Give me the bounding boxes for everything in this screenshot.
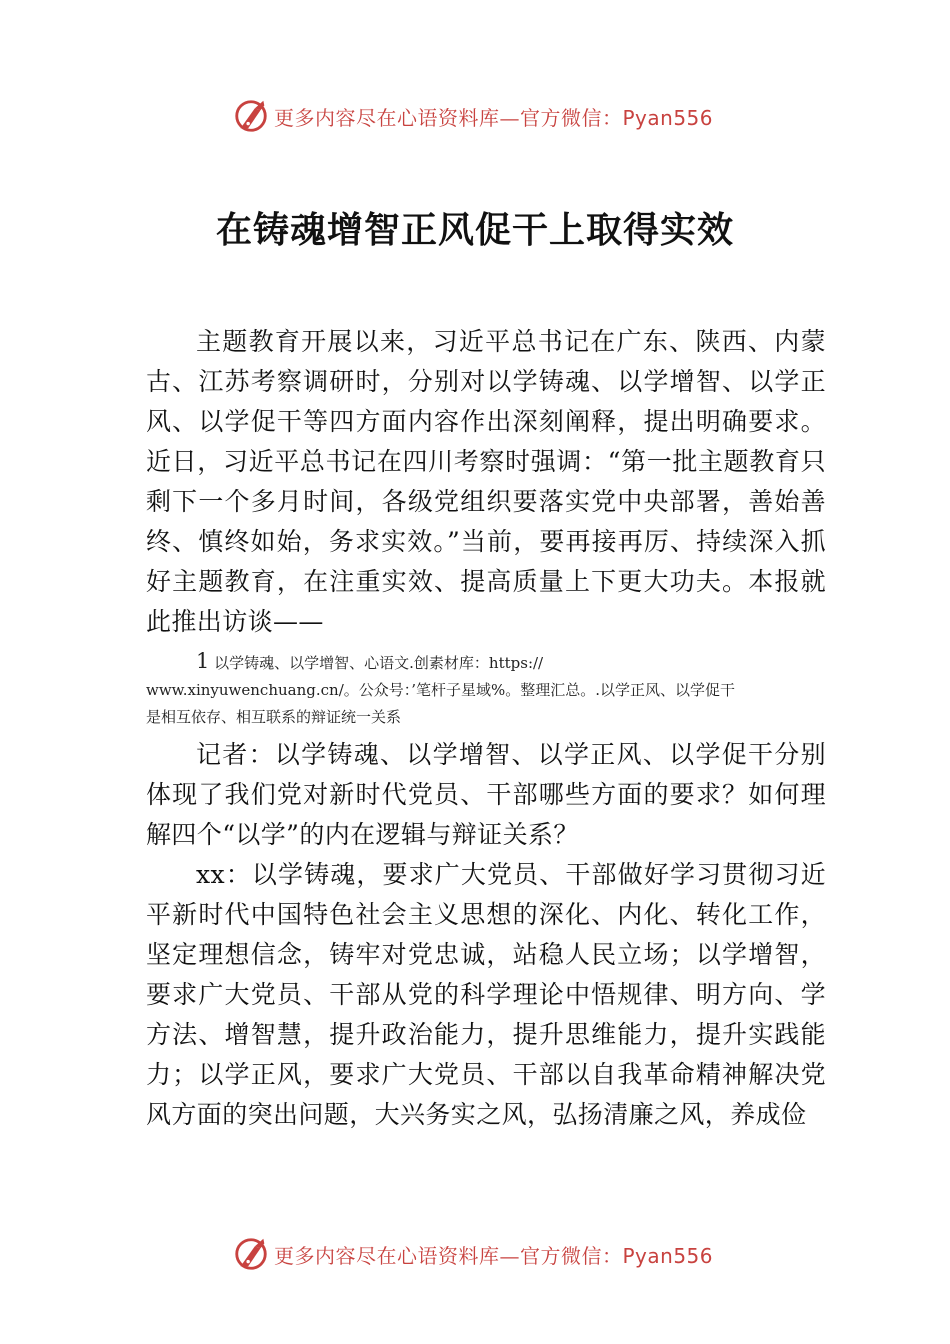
watermark-wechat-id: Pyan556	[622, 105, 714, 130]
watermark-banner-bottom	[0, 1232, 950, 1276]
watermark-wechat-id: Pyan556	[622, 1243, 714, 1268]
section-heading	[146, 648, 826, 731]
section-number: 1	[196, 649, 210, 673]
section-line-3: 是相互依存、相互联系的辩证统一关系	[146, 708, 402, 726]
section-line-1: 以学铸魂、以学增智、心语文.创素材库：https://	[214, 654, 544, 672]
pen-nib-icon	[232, 97, 270, 135]
watermark-text: 更多内容尽在心语资料库—官方微信：	[274, 1243, 623, 1268]
intro-paragraph: 主题教育开展以来，习近平总书记在广东、陕西、内蒙古、江苏考察调研时，分别对以学铸魂、以学增智、以学正风、以学促干等四方面内容作出深刻阐释，提出明确要求。近日，习近平总书记在四川考察时强调：“第一批主题教育只剩下一个多月时间，各级党组织要落实党中央部署，善始善终、慎终如始，务求实效。”当前，要再接再厉、持续深入抓好主题教育，在注重实效、提高质量上下更大功夫。本报就此推出访谈——	[146, 327, 826, 636]
pen-nib-icon	[232, 1235, 270, 1273]
watermark-banner-top	[0, 94, 950, 138]
question-paragraph: 记者：以学铸魂、以学增智、以学正风、以学促干分别体现了我们党对新时代党员、干部哪些方面的要求？如何理解四个“以学”的内在逻辑与辩证关系？	[146, 740, 826, 849]
document-body	[146, 322, 826, 1135]
answer-paragraph: xx：以学铸魂，要求广大党员、干部做好学习贯彻习近平新时代中国特色社会主义思想的深化、内化、转化工作，坚定理想信念，铸牢对党忠诚，站稳人民立场；以学增智，要求广大党员、干部从党的科学理论中悟规律、明方向、学方法、增智慧，提升政治能力，提升思维能力，提升实践能力；以学正风，要求广大党员、干部以自我革命精神解决党风方面的突出问题，大兴务实之风，弘扬清廉之风，养成俭	[146, 860, 826, 1129]
section-line-2: www.xinyuwenchuang.cn/。公众号：’笔杆子星域%。整理汇总。.以学正风、以学促干	[146, 681, 736, 699]
document-title: 在铸魂增智正风促干上取得实效	[215, 209, 734, 251]
watermark-text: 更多内容尽在心语资料库—官方微信：	[274, 105, 623, 130]
